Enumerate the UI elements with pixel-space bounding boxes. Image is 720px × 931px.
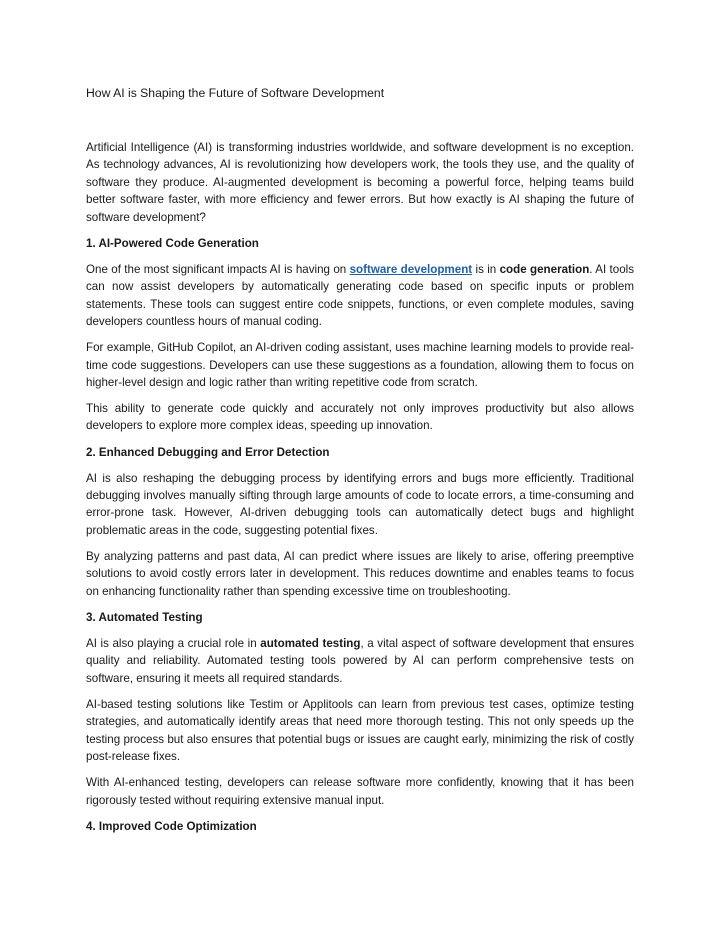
bold-term-automated-testing: automated testing (260, 636, 361, 650)
text-run: One of the most significant impacts AI is having on (86, 262, 350, 276)
section-heading-automated-testing: 3. Automated Testing (86, 610, 203, 624)
testing-paragraph-2: AI-based testing solutions like Testim or Applitools can learn from previous test cases, optimize testing strategies, and automatically identify areas that need more thorough testing. This not only speeds up the testing process but also ensures that potential bugs or issues are caught early, minimizing the risk of costly post-release fixes. (86, 697, 634, 764)
code-generation-paragraph-2: For example, GitHub Copilot, an AI-driven coding assistant, uses machine learning models to provide real-time code suggestions. Developers can use these suggestions as a foundation, allowing them to focus on higher-level design and logic rather than writing repetitive code from scratch. (86, 341, 634, 389)
text-run: is in (472, 262, 500, 276)
page-title: How AI is Shaping the Future of Software Development (86, 86, 385, 100)
text-run: . AI tools can now assist developers by automatically generating code based on specific inputs or problem statements. These tools can suggest entire code snippets, functions, or even complete modules, saving developers countless hours of manual coding. (86, 262, 635, 329)
code-generation-paragraph-1 (86, 261, 634, 331)
debugging-paragraph-2: By analyzing patterns and past data, AI can predict where issues are likely to arise, offering preemptive solutions to avoid costly errors later in development. This reduces downtime and enables teams to focus on enhancing functionality rather than spending excessive time on troubleshooting. (86, 549, 634, 598)
software-development-link[interactable]: software development (349, 262, 473, 276)
section-heading-code-generation: 1. AI-Powered Code Generation (86, 236, 259, 250)
debugging-paragraph-1: AI is also reshaping the debugging process by identifying errors and bugs more efficiently. Traditional debugging involves manually sifting through large amounts of code to locate errors, a time-consuming and error-prone task. However, AI-driven debugging tools can automatically detect bugs and highlight problematic areas in the code, suggesting potential fixes. (86, 471, 634, 537)
intro-paragraph: Artificial Intelligence (AI) is transforming industries worldwide, and software development is no exception. As technology advances, AI is revolutionizing how developers work, the tools they use, and the quality of software they produce. AI-augmented development is becoming a powerful force, helping teams build better software faster, with more efficiency and fewer errors. But how exactly is AI shaping the future of software development? (86, 141, 634, 224)
testing-paragraph-1 (86, 635, 634, 687)
text-run: AI is also playing a crucial role in (86, 636, 261, 650)
text-run: , a vital aspect of software development that ensures quality and reliability. Automated testing tools powered by AI can perform comprehensive tests on software, ensuring it meets all required standards. (86, 636, 634, 685)
section-heading-debugging: 2. Enhanced Debugging and Error Detection (86, 445, 330, 459)
code-generation-paragraph-3: This ability to generate code quickly and accurately not only improves productivity but also allows developers to explore more complex ideas, speeding up innovation. (86, 402, 634, 433)
bold-term-code-generation: code generation (499, 262, 590, 276)
testing-paragraph-3: With AI-enhanced testing, developers can release software more confidently, knowing that it has been rigorously tested without requiring extensive manual input. (86, 776, 634, 807)
section-heading-code-optimization: 4. Improved Code Optimization (86, 819, 257, 833)
